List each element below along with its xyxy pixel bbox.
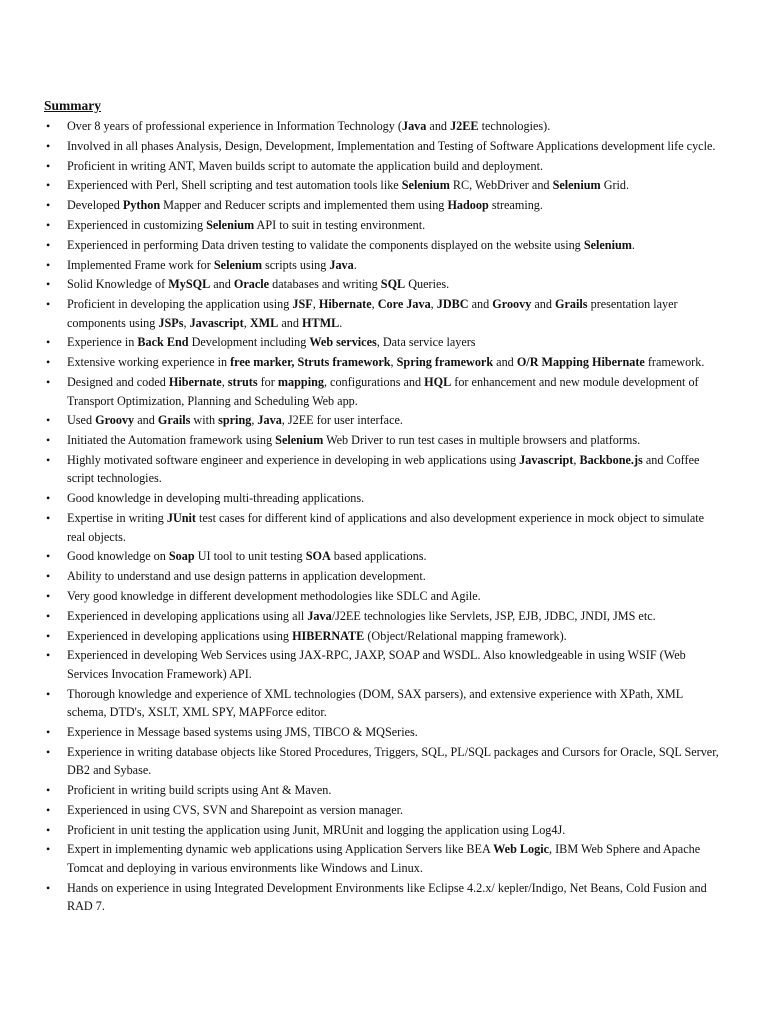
bold-keyword: Hibernate: [318, 297, 372, 312]
bullet-text: [67, 842, 700, 875]
text-segment: Proficient in developing the application using: [67, 297, 293, 312]
bold-keyword: Selenium: [206, 217, 255, 232]
text-segment: Over 8 years of professional experience in Information Technology (: [67, 119, 402, 133]
text-segment: databases and writing: [269, 277, 381, 292]
text-segment: ,: [251, 413, 258, 428]
bullet-icon: •: [46, 880, 51, 895]
bullet-item: [44, 411, 724, 430]
bullet-text: [67, 745, 719, 778]
text-segment: ,: [390, 355, 397, 370]
text-segment: for enhancement and new module development of Transport Optimization, Planning and Scheduling Web app.: [67, 375, 699, 408]
bullet-item: [44, 781, 724, 800]
text-segment: Initiated the Automation framework using: [67, 433, 276, 448]
bold-keyword: Java: [329, 257, 354, 272]
bullet-icon: •: [46, 549, 51, 564]
text-segment: Ability to understand and use design patterns in application development.: [67, 569, 426, 584]
bullet-text: [67, 491, 364, 505]
text-segment: test cases for different kind of applications and also development experience in mock object to simulate real objects.: [67, 511, 705, 544]
text-segment: Proficient in unit testing the application using Junit, MRUnit and logging the application using Log4J.: [67, 822, 566, 837]
text-segment: for: [257, 375, 278, 390]
bullet-text: [67, 433, 640, 447]
text-segment: Experience in Message based systems using JMS, TIBCO & MQSeries.: [67, 724, 418, 739]
bullet-icon: •: [46, 608, 51, 623]
bold-keyword: HTML: [301, 315, 340, 330]
bullet-item: [44, 879, 724, 916]
bullet-item: [44, 137, 724, 156]
text-segment: Development including: [188, 335, 310, 350]
text-segment: , J2EE for user interface.: [281, 413, 403, 428]
bold-keyword: JSF: [292, 297, 313, 312]
text-segment: streaming.: [488, 198, 543, 213]
bullet-item: [44, 373, 724, 410]
bullet-item: [44, 176, 724, 195]
text-segment: Experienced in performing Data driven testing to validate the components displayed on the website using: [67, 237, 584, 252]
bullet-item: [44, 607, 724, 626]
bullet-icon: •: [46, 491, 51, 506]
bullet-text: [67, 511, 704, 544]
bullet-icon: •: [46, 783, 51, 798]
bullet-text: [67, 335, 476, 349]
text-segment: and: [278, 315, 302, 330]
bullet-icon: •: [46, 158, 51, 173]
bold-keyword: Selenium: [401, 178, 450, 193]
bullet-item: [44, 295, 724, 332]
bullet-text: [67, 609, 656, 623]
bullet-item: [44, 256, 724, 275]
text-segment: Grid.: [600, 178, 630, 193]
bullet-icon: •: [46, 433, 51, 448]
text-segment: /J2EE technologies like Servlets, JSP, EJB, JDBC, JNDI, JMS etc.: [331, 608, 656, 623]
bold-keyword: Oracle: [233, 277, 270, 292]
bullet-text: [67, 297, 678, 330]
text-segment: Solid Knowledge of: [67, 277, 169, 292]
text-segment: Good knowledge on: [67, 549, 169, 564]
bold-keyword: JDBC: [436, 297, 469, 312]
text-segment: Hands on experience in using Integrated Development Environments like Eclipse 4.2.x/ kepler/Indigo, Net Beans, Cold Fusion and RAD 7.: [67, 880, 707, 914]
bold-keyword: mapping: [277, 375, 324, 390]
text-segment: Queries.: [405, 277, 450, 292]
text-segment: UI tool to unit testing: [194, 549, 306, 564]
text-segment: Experienced with Perl, Shell scripting and test automation tools like: [67, 178, 402, 193]
bullet-item: [44, 117, 724, 136]
text-segment: Experienced in customizing: [67, 217, 207, 232]
bold-keyword: Selenium: [213, 257, 262, 272]
summary-bullet-list: [44, 117, 724, 917]
text-segment: Thorough knowledge and experience of XML technologies (DOM, SAX parsers), and extensive experience with XPath, XML schema, DTD's, XSLT, XML SPY, MAPForce editor.: [67, 686, 683, 720]
bullet-item: [44, 236, 724, 255]
text-segment: technologies).: [478, 119, 551, 133]
bullet-icon: •: [46, 375, 51, 390]
bold-keyword: Java: [307, 608, 332, 623]
bullet-text: [67, 881, 707, 914]
bullet-text: [67, 218, 425, 232]
bullet-text: [67, 198, 543, 212]
bullet-icon: •: [46, 724, 51, 739]
bullet-icon: •: [46, 217, 51, 232]
text-segment: , IBM Web Sphere and Apache Tomcat and deploying in various environments like Windows and Linux.: [67, 842, 701, 875]
bullet-icon: •: [46, 511, 51, 526]
text-segment: and Coffee script technologies.: [67, 452, 700, 486]
bullet-item: [44, 567, 724, 586]
bullet-item: [44, 743, 724, 780]
bullet-item: [44, 801, 724, 820]
bold-keyword: spring: [218, 413, 252, 428]
bold-keyword: J2EE: [450, 119, 479, 133]
bold-keyword: JUnit: [166, 511, 196, 526]
bullet-text: [67, 629, 567, 643]
bold-keyword: SOA: [305, 549, 331, 564]
bullet-icon: •: [46, 355, 51, 370]
text-segment: Experienced in developing applications using all: [67, 608, 308, 623]
text-segment: .: [339, 315, 343, 330]
text-segment: ,: [183, 315, 190, 330]
text-segment: Web Driver to run test cases in multiple browsers and platforms.: [323, 433, 641, 448]
bullet-icon: •: [46, 198, 51, 213]
bullet-text: [67, 783, 331, 797]
bullet-icon: •: [46, 178, 51, 193]
bold-keyword: Soap: [168, 549, 195, 564]
text-segment: ,: [243, 315, 250, 330]
bold-keyword: Java: [257, 413, 282, 428]
text-segment: , Data service layers: [376, 335, 476, 350]
bullet-item: [44, 489, 724, 508]
text-segment: Experienced in using CVS, SVN and Sharepoint as version manager.: [67, 802, 404, 817]
text-segment: .: [631, 237, 635, 252]
bullet-icon: •: [46, 277, 51, 292]
text-segment: presentation layer components using: [67, 297, 678, 330]
bullet-item: [44, 509, 724, 546]
bullet-icon: •: [46, 802, 51, 817]
text-segment: ,: [221, 375, 228, 390]
bullet-icon: •: [46, 452, 51, 467]
bullet-item: [44, 196, 724, 215]
bullet-text: [67, 119, 550, 133]
bold-keyword: Javascript: [519, 452, 574, 467]
bullet-icon: •: [46, 297, 51, 312]
text-segment: with: [190, 413, 219, 428]
text-segment: Mapper and Reducer scripts and implemented them using: [160, 198, 448, 213]
bold-keyword: XML: [249, 315, 279, 330]
bold-keyword: SQL: [380, 277, 406, 292]
text-segment: RC, WebDriver and: [449, 178, 553, 193]
text-segment: Expertise in writing: [67, 511, 167, 526]
bullet-text: [67, 238, 635, 252]
bold-keyword: Grails: [157, 413, 191, 428]
bullet-item: [44, 275, 724, 294]
bold-keyword: Javascript: [189, 315, 244, 330]
text-segment: , configurations and: [323, 375, 425, 390]
text-segment: Good knowledge in developing multi-threading applications.: [67, 491, 365, 506]
bullet-text: [67, 803, 403, 817]
bullet-icon: •: [46, 686, 51, 701]
text-segment: Expert in implementing dynamic web applications using Application Servers like BEA: [67, 842, 494, 857]
bold-keyword: Backbone.js: [579, 452, 643, 467]
bold-keyword: HQL: [424, 375, 452, 390]
bold-keyword: Groovy: [492, 297, 532, 312]
bold-keyword: Web services: [309, 335, 377, 350]
text-segment: and: [468, 297, 493, 312]
summary-heading: Summary: [44, 98, 101, 113]
bullet-icon: •: [46, 569, 51, 584]
text-segment: (Object/Relational mapping framework).: [364, 628, 567, 643]
bold-keyword: Selenium: [552, 178, 601, 193]
text-segment: ,: [430, 297, 437, 312]
bold-keyword: HIBERNATE: [292, 628, 365, 643]
bold-keyword: Python: [122, 198, 161, 213]
bullet-text: [67, 159, 543, 173]
bullet-item: [44, 627, 724, 646]
text-segment: and: [493, 355, 517, 370]
text-segment: ,: [371, 297, 378, 312]
bold-keyword: Grails: [555, 297, 588, 312]
bold-keyword: struts: [227, 375, 258, 390]
bullet-text: [67, 589, 481, 603]
bullet-icon: •: [46, 257, 51, 272]
bullet-item: [44, 685, 724, 722]
text-segment: API to suit in testing environment.: [254, 217, 426, 232]
bullet-icon: •: [46, 588, 51, 603]
bullet-text: [67, 569, 426, 583]
bold-keyword: free marker, Struts framework: [230, 355, 391, 370]
bold-keyword: Core Java: [377, 297, 431, 312]
text-segment: Extensive working experience in: [67, 355, 231, 370]
text-segment: scripts using: [261, 257, 330, 272]
bullet-icon: •: [46, 413, 51, 428]
bullet-item: [44, 821, 724, 840]
bullet-text: [67, 725, 418, 739]
text-segment: Used: [67, 413, 96, 428]
text-segment: .: [353, 257, 357, 272]
bullet-icon: •: [46, 237, 51, 252]
text-segment: Designed and coded: [67, 375, 169, 390]
bold-keyword: Java: [401, 119, 427, 133]
text-segment: Highly motivated software engineer and experience in developing in web applications using: [67, 452, 520, 467]
bullet-text: [67, 375, 699, 408]
text-segment: ,: [573, 452, 580, 467]
bullet-text: [67, 648, 686, 681]
bullet-item: [44, 587, 724, 606]
bullet-icon: •: [46, 119, 51, 133]
bullet-text: [67, 178, 629, 192]
bullet-text: [67, 355, 704, 369]
text-segment: Involved in all phases Analysis, Design, Development, Implementation and Testing of Software Applications development life cycle.: [67, 138, 716, 153]
text-segment: and: [210, 277, 234, 292]
text-segment: framework.: [644, 355, 705, 370]
bullet-icon: •: [46, 822, 51, 837]
text-segment: Experience in: [67, 335, 138, 350]
text-segment: Experienced in developing applications using: [67, 628, 293, 643]
text-segment: Proficient in writing build scripts using Ant & Maven.: [67, 783, 332, 798]
bullet-item: [44, 451, 724, 488]
text-segment: and: [531, 297, 556, 312]
bold-keyword: Back End: [137, 335, 189, 350]
bold-keyword: Hibernate: [168, 375, 222, 390]
bullet-item: [44, 333, 724, 352]
bullet-icon: •: [46, 842, 51, 857]
text-segment: Experience in writing database objects like Stored Procedures, Triggers, SQL, PL/SQL packages and Cursors for Oracle, SQL Server, DB2 and Sybase.: [67, 744, 719, 778]
text-segment: Developed: [67, 198, 123, 213]
bold-keyword: Hadoop: [447, 198, 489, 213]
bullet-text: [67, 687, 683, 720]
bullet-icon: •: [46, 744, 51, 759]
bold-keyword: MySQL: [168, 277, 211, 292]
bullet-icon: •: [46, 335, 51, 350]
bold-keyword: Spring framework: [396, 355, 494, 370]
bullet-item: [44, 157, 724, 176]
text-segment: Implemented Frame work for: [67, 257, 214, 272]
text-segment: Experienced in developing Web Services using JAX-RPC, JAXP, SOAP and WSDL. Also knowledgeable in using WSIF (Web Services Invocation Framework) API.: [67, 648, 686, 681]
bold-keyword: Web Logic: [493, 842, 550, 857]
bullet-text: [67, 258, 357, 272]
text-segment: and: [426, 119, 451, 133]
bullet-text: [67, 823, 565, 837]
bullet-item: [44, 431, 724, 450]
bullet-item: [44, 646, 724, 683]
text-segment: Proficient in writing ANT, Maven builds script to automate the application build and deployment.: [67, 158, 544, 173]
bold-keyword: Selenium: [275, 433, 324, 448]
bullet-item: [44, 547, 724, 566]
bold-keyword: Selenium: [583, 237, 632, 252]
bullet-item: [44, 723, 724, 742]
bullet-text: [67, 453, 699, 486]
bold-keyword: Groovy: [95, 413, 135, 428]
bold-keyword: JSPs: [158, 315, 184, 330]
bullet-icon: •: [46, 648, 51, 663]
bullet-text: [67, 277, 449, 291]
bullet-item: [44, 840, 724, 877]
bullet-icon: •: [46, 628, 51, 643]
text-segment: Very good knowledge in different development methodologies like SDLC and Agile.: [67, 588, 481, 603]
bullet-text: [67, 413, 403, 427]
bullet-item: [44, 353, 724, 372]
bold-keyword: O/R Mapping Hibernate: [516, 355, 645, 370]
text-segment: based applications.: [330, 549, 427, 564]
bullet-icon: •: [46, 138, 51, 153]
text-segment: and: [134, 413, 158, 428]
bullet-text: [67, 139, 715, 153]
bullet-item: [44, 216, 724, 235]
text-segment: ,: [312, 297, 319, 312]
bullet-text: [67, 549, 427, 563]
